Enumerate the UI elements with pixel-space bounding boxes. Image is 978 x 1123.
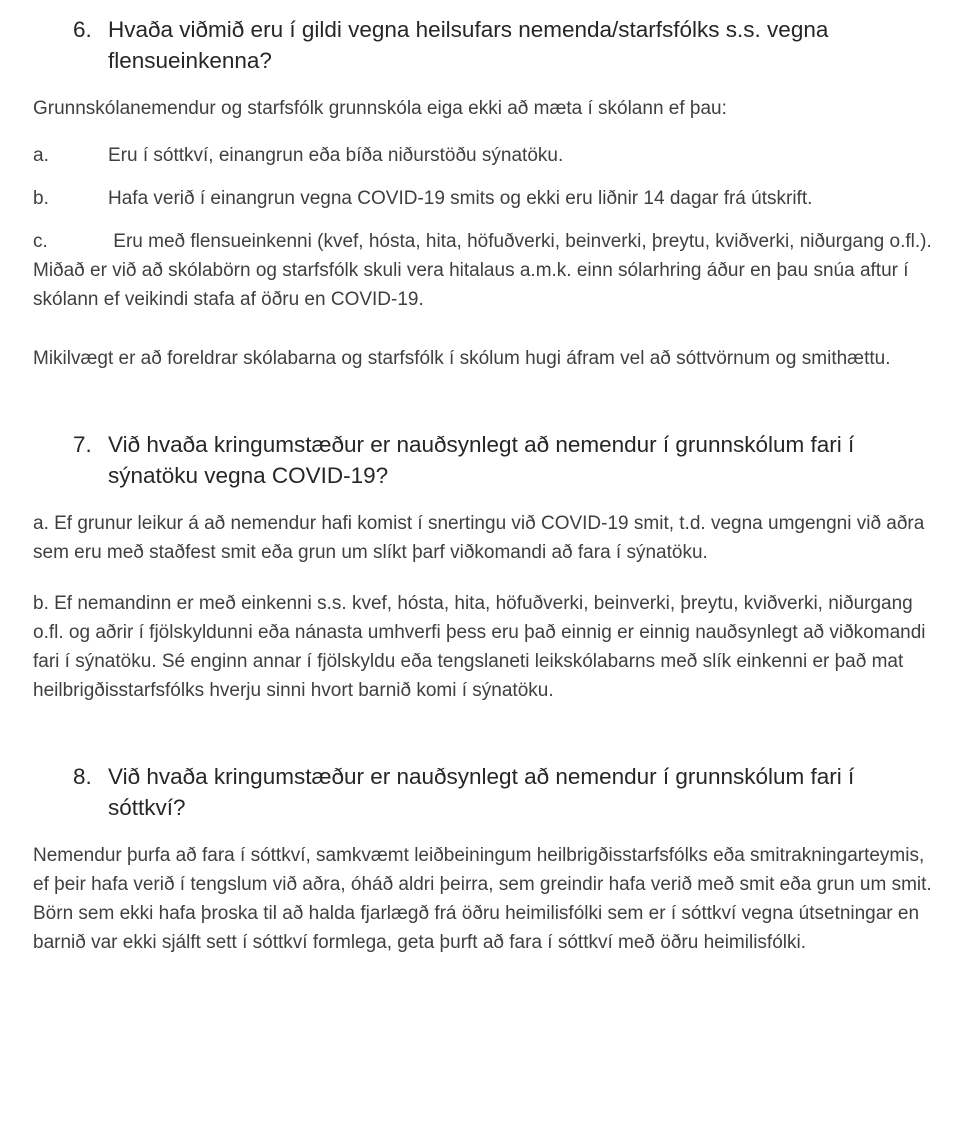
spacer [33,497,940,509]
list-marker-c: c. [33,231,48,252]
list-item [33,227,940,314]
list-text-a: Eru í sóttkví, einangrun eða bíða niðurstöðu sýnatöku. [108,145,564,166]
question-heading-6 [33,14,940,76]
spacer [33,373,940,429]
question-heading-8 [33,761,940,823]
list-marker-b: b. [33,188,49,209]
spacer [33,170,940,184]
question-title-8: Við hvaða kringumstæður er nauðsynlegt að nemendur í grunnskólum fari í sóttkví? [108,764,855,820]
section-6-intro: Grunnskólanemendur og starfsfólk grunnskóla eiga ekki að mæta í skólann ef þau: [33,98,727,119]
section-7-paragraph-b: b. Ef nemandinn er með einkenni s.s. kvef, hósta, hita, höfuðverki, beinverki, þreytu, kviðverki, niðurgang o.fl. og aðrir í fjölskyldunni eða nánasta umhverfi þess eru það einnig er einnig nauðsynlegt að viðkomandi fari í sýnatöku. Sé enginn annar í fjölskyldu eða tengslaneti leikskólabarns með slík einkenni er það mat heilbrigðisstarfsfólks hverju sinni hvort barnið komi í sýnatöku. [33,593,926,701]
list-item [33,141,940,170]
section-6-closing: Mikilvægt er að foreldrar skólabarna og starfsfólk í skólum hugi áfram vel að sóttvörnum og smithættu. [33,348,891,369]
list-text-b: Hafa verið í einangrun vegna COVID-19 smits og ekki eru liðnir 14 dagar frá útskrift. [108,188,813,209]
spacer [33,705,940,761]
list-text-c: Eru með flensueinkenni (kvef, hósta, hita, höfuðverki, beinverki, þreytu, kviðverki, niðurgang o.fl.). Miðað er við að skólabörn og starfsfólk skuli vera hitalaus a.m.k. einn sólarhring áður en þau snúa aftur í skólann ef veikindi stafa af öðru en COVID-19. [33,231,932,310]
list-marker-a: a. [33,145,49,166]
question-number-8: 8. [73,764,92,789]
question-number-6: 6. [73,17,92,42]
question-title-7: Við hvaða kringumstæður er nauðsynlegt að nemendur í grunnskólum fari í sýnatöku vegna COVID-19? [108,432,855,488]
section-8-paragraph: Nemendur þurfa að fara í sóttkví, samkvæmt leiðbeiningum heilbrigðisstarfsfólks eða smitrakningarteymis, ef þeir hafa verið í tengslum við aðra, óháð aldri þeirra, sem greindir hafa verið með smit eða grun um smit. Börn sem ekki hafa þroska til að halda fjarlægð frá öðru heimilisfólki sem er í sóttkví vegna útsetningar en barnið var ekki sjálft sett í sóttkví formlega, geta þurft að fara í sóttkví með öðru heimilisfólki. [33,845,932,953]
question-title-6: Hvaða viðmið eru í gildi vegna heilsufars nemenda/starfsfólks s.s. vegna flensueinkenna? [108,17,829,73]
list-item [33,184,940,213]
question-number-7: 7. [73,432,92,457]
spacer [33,567,940,589]
section-7-paragraph-a: a. Ef grunur leikur á að nemendur hafi komist í snertingu við COVID-19 smit, t.d. vegna umgengni við aðra sem eru með staðfest smit eða grun um slíkt þarf viðkomandi að fara í sýnatöku. [33,513,925,563]
spacer [33,82,940,94]
spacer [33,123,940,141]
spacer [33,314,940,344]
spacer [33,213,940,227]
question-heading-7 [33,429,940,491]
spacer [33,829,940,841]
